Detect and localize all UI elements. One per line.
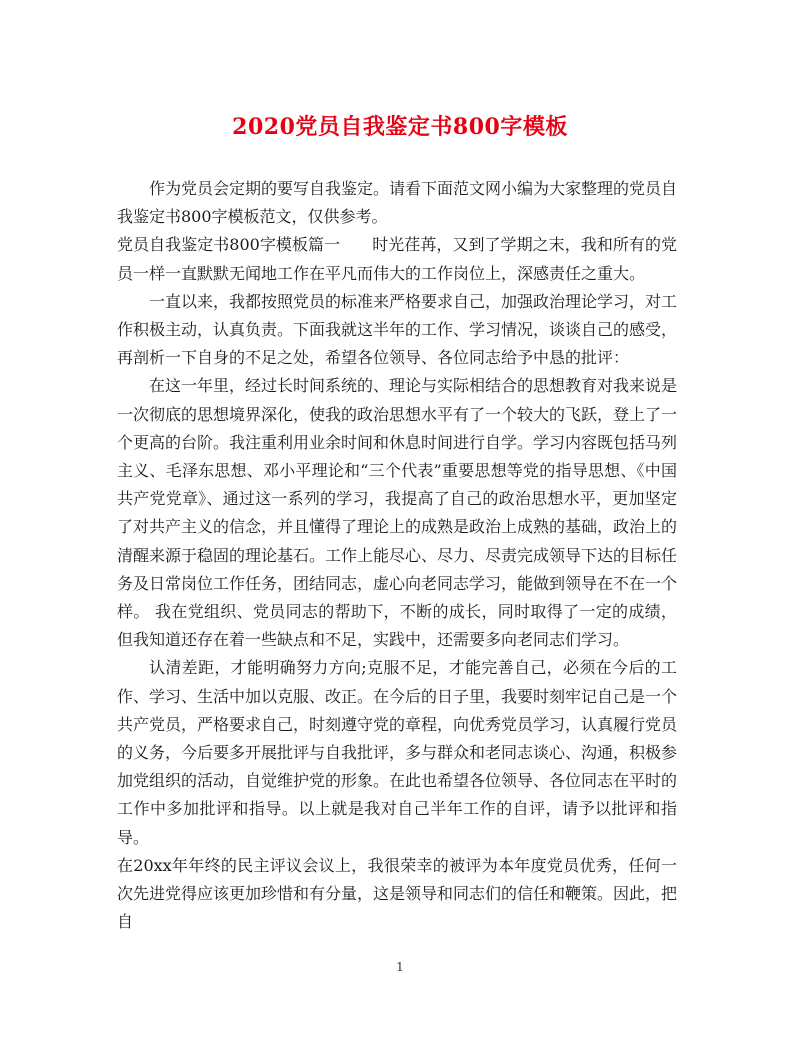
- paragraph-self-requirement: 一直以来，我都按照党员的标准来严格要求自己，加强政治理论学习，对工作积极主动，认真负责。下面我就这半年的工作、学习情况，谈谈自己的感受，再剖析一下自身的不足之处，希望各位领导、各位同志给予中恳的批评：: [117, 291, 678, 368]
- paragraph-study-year: 在这一年里，经过长时间系统的、理论与实际相结合的思想教育对我来说是一次彻底的思想境界深化，使我的政治思想水平有了一个较大的飞跃，登上了一个更高的台阶。我注重利用业余时间和休息时间进行自学。学习内容既包括马列主义、毛泽东思想、邓小平理论和“三个代表”重要思想等党的指导思想、《中国共产党党章》、通过这一系列的学习，我提高了自己的政治思想水平，更加坚定了对共产主义的信念，并且懂得了理论上的成熟是政治上成熟的基础，政治上的清醒来源于稳固的理论基石。工作上能尽心、尽力、尽责完成领导下达的目标任务及日常岗位工作任务，团结同志，虚心向老同志学习，能做到领导在不在一个样。 我在党组织、党员同志的帮助下，不断的成长，同时取得了一定的成绩，但我知道还存在着一些缺点和不足，实践中，还需要多向老同志们学习。: [117, 376, 678, 650]
- document-body: [117, 175, 677, 936]
- paragraph-recognize-gap: 认清差距，才能明确努力方向;克服不足，才能完善自己，必须在今后的工作、学习、生活中加以克服、改正。在今后的日子里，我要时刻牢记自己是一个共产党员，严格要求自己，时刻遵守党的章程，向优秀党员学习，认真履行党员的义务，今后要多开展批评与自我批评，多与群众和老同志谈心、沟通，积极参加党组织的活动，自觉维护党的形象。在此也希望各位领导、各位同志在平时的工作中多加批评和指导。以上就是我对自己半年工作的自评，请予以批评和指导。: [117, 658, 678, 847]
- paragraph-year-end: 在20xx年年终的民主评议会议上，我很荣幸的被评为本年度党员优秀，任何一次先进党得应该更加珍惜和有分量，这是领导和同志们的信任和鞭策。因此，把自: [117, 855, 678, 932]
- paragraph-intro: 作为党员会定期的要写自我鉴定。请看下面范文网小编为大家整理的党员自我鉴定书800字模板范文，仅供参考。: [117, 179, 678, 227]
- document-title: 2020党员自我鉴定书800字模板: [232, 114, 568, 140]
- paragraph-section-heading: 党员自我鉴定书800字模板篇一 时光荏苒，又到了学期之末，我和所有的党员一样一直默默无闻地工作在平凡而伟大的工作岗位上，深感责任之重大。: [117, 235, 677, 283]
- page-number: 1: [396, 960, 404, 974]
